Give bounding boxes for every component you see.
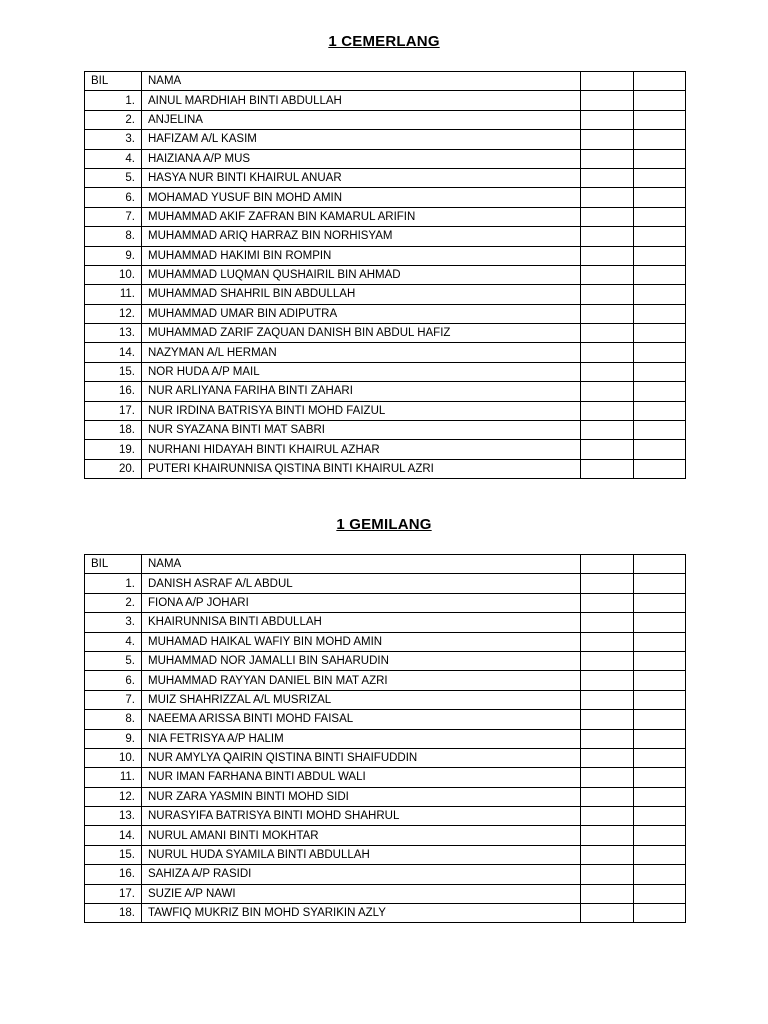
blank-cell [581, 362, 634, 381]
table-row [85, 787, 686, 806]
student-table [84, 554, 686, 923]
blank-cell [634, 130, 686, 149]
table-header-row [85, 555, 686, 574]
cell-nama: TAWFIQ MUKRIZ BIN MOHD SYARIKIN AZLY [142, 904, 581, 923]
blank-cell [634, 246, 686, 265]
cell-bil: 9. [85, 729, 142, 748]
table-row [85, 593, 686, 612]
cell-bil: 20. [85, 459, 142, 478]
blank-cell [581, 729, 634, 748]
cell-bil: 18. [85, 904, 142, 923]
table-row [85, 382, 686, 401]
cell-bil: 16. [85, 382, 142, 401]
table-row [85, 440, 686, 459]
blank-cell [634, 207, 686, 226]
cell-bil: 14. [85, 343, 142, 362]
table-row [85, 613, 686, 632]
cell-nama: NURASYIFA BATRISYA BINTI MOHD SHAHRUL [142, 807, 581, 826]
table-row [85, 768, 686, 787]
blank-cell [634, 651, 686, 670]
cell-nama: DANISH ASRAF A/L ABDUL [142, 574, 581, 593]
blank-cell [634, 787, 686, 806]
blank-cell [581, 188, 634, 207]
table-row [85, 632, 686, 651]
blank-cell [634, 807, 686, 826]
blank-cell [634, 555, 686, 574]
blank-cell [634, 729, 686, 748]
table-row [85, 110, 686, 129]
table-row [85, 710, 686, 729]
header-nama: NAMA [142, 72, 581, 91]
blank-cell [581, 748, 634, 767]
table-row [85, 729, 686, 748]
table-row [85, 865, 686, 884]
blank-cell [581, 826, 634, 845]
cell-bil: 2. [85, 593, 142, 612]
blank-cell [634, 72, 686, 91]
table-row [85, 421, 686, 440]
blank-cell [634, 188, 686, 207]
cell-nama: NUR IRDINA BATRISYA BINTI MOHD FAIZUL [142, 401, 581, 420]
blank-cell [581, 401, 634, 420]
cell-nama: NUR IMAN FARHANA BINTI ABDUL WALI [142, 768, 581, 787]
table-row [85, 207, 686, 226]
blank-cell [634, 459, 686, 478]
cell-nama: NUR ARLIYANA FARIHA BINTI ZAHARI [142, 382, 581, 401]
table-header-row [85, 72, 686, 91]
blank-cell [581, 149, 634, 168]
cell-nama: MUHAMMAD NOR JAMALLI BIN SAHARUDIN [142, 651, 581, 670]
table-row [85, 285, 686, 304]
table-row [85, 690, 686, 709]
cell-nama: NOR HUDA A/P MAIL [142, 362, 581, 381]
table-row [85, 748, 686, 767]
table-row [85, 130, 686, 149]
blank-cell [634, 710, 686, 729]
cell-bil: 18. [85, 421, 142, 440]
blank-cell [581, 343, 634, 362]
cell-nama: NUR SYAZANA BINTI MAT SABRI [142, 421, 581, 440]
blank-cell [581, 285, 634, 304]
blank-cell [634, 884, 686, 903]
cell-nama: MUHAMMAD HAKIMI BIN ROMPIN [142, 246, 581, 265]
blank-cell [581, 671, 634, 690]
table-row [85, 343, 686, 362]
cell-bil: 17. [85, 401, 142, 420]
table-row [85, 459, 686, 478]
cell-bil: 9. [85, 246, 142, 265]
blank-cell [634, 324, 686, 343]
cell-bil: 7. [85, 690, 142, 709]
blank-cell [581, 593, 634, 612]
cell-bil: 3. [85, 613, 142, 632]
cell-bil: 13. [85, 324, 142, 343]
blank-cell [634, 362, 686, 381]
blank-cell [581, 632, 634, 651]
blank-cell [634, 768, 686, 787]
cell-bil: 3. [85, 130, 142, 149]
table-row [85, 324, 686, 343]
blank-cell [634, 748, 686, 767]
table-row [85, 845, 686, 864]
cell-nama: NURUL AMANI BINTI MOKHTAR [142, 826, 581, 845]
blank-cell [581, 304, 634, 323]
cell-bil: 5. [85, 168, 142, 187]
header-bil: BIL [85, 555, 142, 574]
blank-cell [581, 574, 634, 593]
cell-nama: MOHAMAD YUSUF BIN MOHD AMIN [142, 188, 581, 207]
cell-bil: 7. [85, 207, 142, 226]
cell-nama: HAIZIANA A/P MUS [142, 149, 581, 168]
cell-bil: 14. [85, 826, 142, 845]
blank-cell [581, 72, 634, 91]
blank-cell [581, 710, 634, 729]
cell-bil: 11. [85, 768, 142, 787]
cell-bil: 8. [85, 227, 142, 246]
cell-nama: NIA FETRISYA A/P HALIM [142, 729, 581, 748]
blank-cell [581, 690, 634, 709]
blank-cell [634, 227, 686, 246]
blank-cell [634, 285, 686, 304]
blank-cell [581, 382, 634, 401]
blank-cell [581, 787, 634, 806]
cell-nama: NUR ZARA YASMIN BINTI MOHD SIDI [142, 787, 581, 806]
blank-cell [581, 865, 634, 884]
blank-cell [634, 690, 686, 709]
blank-cell [634, 421, 686, 440]
cell-bil: 19. [85, 440, 142, 459]
table-row [85, 362, 686, 381]
cell-nama: MUHAMMAD SHAHRIL BIN ABDULLAH [142, 285, 581, 304]
cell-nama: PUTERI KHAIRUNNISA QISTINA BINTI KHAIRUL AZRI [142, 459, 581, 478]
cell-nama: AINUL MARDHIAH BINTI ABDULLAH [142, 91, 581, 110]
blank-cell [581, 324, 634, 343]
table-row [85, 304, 686, 323]
blank-cell [581, 807, 634, 826]
cell-nama: HAFIZAM A/L KASIM [142, 130, 581, 149]
blank-cell [581, 110, 634, 129]
cell-bil: 6. [85, 188, 142, 207]
class-title: 1 CEMERLANG [328, 33, 440, 50]
class-title: 1 GEMILANG [336, 516, 432, 533]
blank-cell [581, 904, 634, 923]
cell-nama: MUHAMMAD LUQMAN QUSHAIRIL BIN AHMAD [142, 265, 581, 284]
cell-bil: 15. [85, 845, 142, 864]
cell-nama: SAHIZA A/P RASIDI [142, 865, 581, 884]
blank-cell [581, 246, 634, 265]
blank-cell [581, 227, 634, 246]
cell-bil: 4. [85, 149, 142, 168]
blank-cell [634, 401, 686, 420]
table-row [85, 904, 686, 923]
table-row [85, 884, 686, 903]
cell-nama: MUHAMMAD ARIQ HARRAZ BIN NORHISYAM [142, 227, 581, 246]
cell-bil: 5. [85, 651, 142, 670]
blank-cell [634, 168, 686, 187]
cell-nama: FIONA A/P JOHARI [142, 593, 581, 612]
blank-cell [581, 421, 634, 440]
blank-cell [581, 768, 634, 787]
header-nama: NAMA [142, 555, 581, 574]
cell-bil: 15. [85, 362, 142, 381]
cell-bil: 2. [85, 110, 142, 129]
cell-bil: 11. [85, 285, 142, 304]
cell-nama: NUR AMYLYA QAIRIN QISTINA BINTI SHAIFUDDIN [142, 748, 581, 767]
cell-nama: KHAIRUNNISA BINTI ABDULLAH [142, 613, 581, 632]
blank-cell [581, 845, 634, 864]
blank-cell [581, 130, 634, 149]
blank-cell [634, 91, 686, 110]
blank-cell [634, 632, 686, 651]
cell-bil: 16. [85, 865, 142, 884]
cell-bil: 12. [85, 304, 142, 323]
cell-nama: MUHAMMAD ZARIF ZAQUAN DANISH BIN ABDUL HAFIZ [142, 324, 581, 343]
cell-bil: 1. [85, 91, 142, 110]
table-row [85, 651, 686, 670]
table-row [85, 574, 686, 593]
blank-cell [581, 91, 634, 110]
table-row [85, 246, 686, 265]
cell-nama: MUHAMAD HAIKAL WAFIY BIN MOHD AMIN [142, 632, 581, 651]
cell-bil: 4. [85, 632, 142, 651]
blank-cell [634, 343, 686, 362]
blank-cell [634, 845, 686, 864]
table-row [85, 401, 686, 420]
blank-cell [634, 149, 686, 168]
cell-nama: NAZYMAN A/L HERMAN [142, 343, 581, 362]
table-row [85, 265, 686, 284]
blank-cell [634, 904, 686, 923]
cell-nama: NURUL HUDA SYAMILA BINTI ABDULLAH [142, 845, 581, 864]
table-row [85, 168, 686, 187]
blank-cell [581, 207, 634, 226]
table-row [85, 91, 686, 110]
cell-bil: 10. [85, 748, 142, 767]
blank-cell [634, 304, 686, 323]
blank-cell [581, 884, 634, 903]
table-row [85, 826, 686, 845]
header-bil: BIL [85, 72, 142, 91]
cell-bil: 10. [85, 265, 142, 284]
cell-bil: 8. [85, 710, 142, 729]
blank-cell [634, 593, 686, 612]
blank-cell [634, 613, 686, 632]
blank-cell [634, 826, 686, 845]
cell-nama: MUHAMMAD UMAR BIN ADIPUTRA [142, 304, 581, 323]
cell-nama: SUZIE A/P NAWI [142, 884, 581, 903]
blank-cell [581, 459, 634, 478]
cell-bil: 6. [85, 671, 142, 690]
blank-cell [581, 555, 634, 574]
table-row [85, 149, 686, 168]
cell-nama: NAEEMA ARISSA BINTI MOHD FAISAL [142, 710, 581, 729]
cell-bil: 17. [85, 884, 142, 903]
blank-cell [634, 865, 686, 884]
cell-nama: MUIZ SHAHRIZZAL A/L MUSRIZAL [142, 690, 581, 709]
blank-cell [634, 574, 686, 593]
blank-cell [581, 265, 634, 284]
blank-cell [634, 671, 686, 690]
blank-cell [581, 613, 634, 632]
cell-nama: NURHANI HIDAYAH BINTI KHAIRUL AZHAR [142, 440, 581, 459]
cell-nama: ANJELINA [142, 110, 581, 129]
cell-nama: MUHAMMAD AKIF ZAFRAN BIN KAMARUL ARIFIN [142, 207, 581, 226]
blank-cell [581, 651, 634, 670]
cell-nama: HASYA NUR BINTI KHAIRUL ANUAR [142, 168, 581, 187]
table-row [85, 188, 686, 207]
cell-nama: MUHAMMAD RAYYAN DANIEL BIN MAT AZRI [142, 671, 581, 690]
blank-cell [634, 382, 686, 401]
blank-cell [581, 440, 634, 459]
blank-cell [581, 168, 634, 187]
cell-bil: 12. [85, 787, 142, 806]
blank-cell [634, 110, 686, 129]
cell-bil: 1. [85, 574, 142, 593]
cell-bil: 13. [85, 807, 142, 826]
table-row [85, 227, 686, 246]
blank-cell [634, 265, 686, 284]
student-table [84, 71, 686, 479]
table-row [85, 671, 686, 690]
blank-cell [634, 440, 686, 459]
table-row [85, 807, 686, 826]
